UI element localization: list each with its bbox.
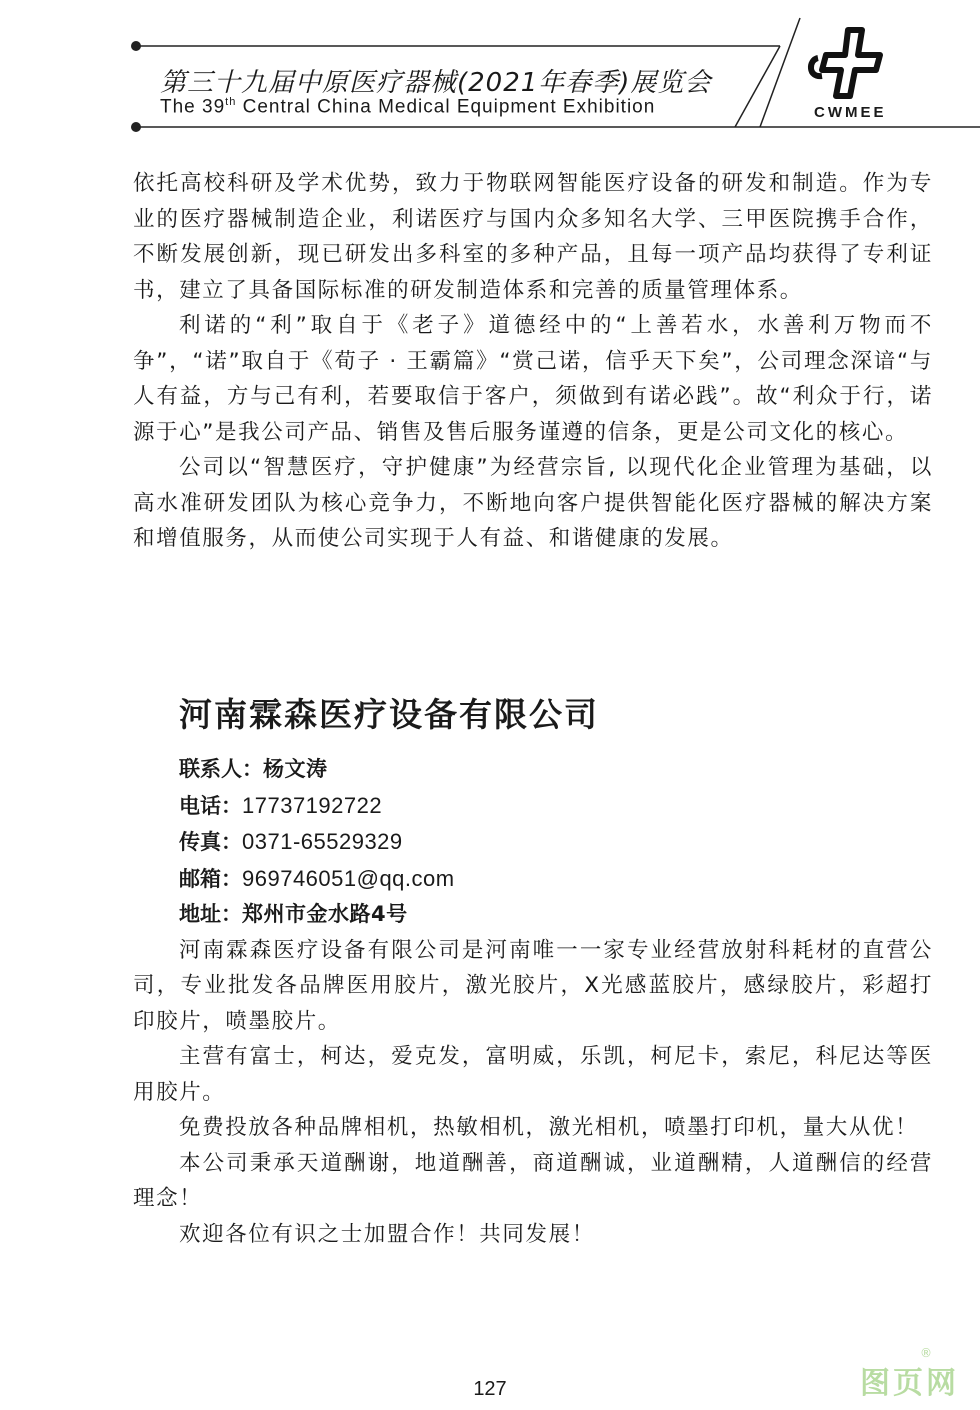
company-section xyxy=(133,690,933,1252)
fax-value: 0371-65529329 xyxy=(242,829,403,854)
watermark-logo xyxy=(860,1346,959,1402)
page-number: 127 xyxy=(473,1378,507,1400)
email-label: 邮箱： xyxy=(179,866,242,891)
intro-paragraph: 依托高校科研及学术优势，致力于物联网智能医疗设备的研发和制造。作为专业的医疗器械制造企业，利诺医疗与国内众多知名大学、三甲医院携手合作，不断发展创新，现已研发出多科室的多种产品，且每一项产品均获得了专利证书，建立了具备国际标准的研发制造体系和完善的质量管理体系。 xyxy=(133,171,933,303)
logo-text: CWMEE xyxy=(814,104,887,121)
exhibition-title-en xyxy=(160,96,655,118)
address-row xyxy=(179,897,933,933)
company-paragraph: 欢迎各位有识之士加盟合作！共同发展！ xyxy=(179,1221,595,1247)
phone-row xyxy=(179,788,933,825)
email-value: 969746051@qq.com xyxy=(242,865,455,891)
cwmee-cross-logo-icon xyxy=(811,30,880,96)
intro-paragraph: 利诺的“利”取自于《老子》道德经中的“上善若水，水善利万物而不争”，“诺”取自于《荀子 · 王霸篇》“赏己诺，信乎天下矣”，公司理念深谙“与人有益，方与己有利，若要取信于客户，须做到有诺必践”。故“利众于行，诺源于心”是我公司产品、销售及售后服务谨遵的信条，更是公司文化的核心。 xyxy=(133,313,933,445)
fax-label: 传真： xyxy=(179,830,242,854)
exhibition-title-cn: 第三十九届中原医疗器械(2021年春季)展览会 xyxy=(160,68,712,98)
ordinal-suffix: th xyxy=(225,96,237,108)
address-label: 地址： xyxy=(179,902,242,926)
email-row xyxy=(179,861,933,898)
address-value: 郑州市金水路4号 xyxy=(242,902,408,926)
exhibition-title-en-rest: Central China Medical Equipment Exhibition xyxy=(236,96,656,118)
watermark-text: 图页网 xyxy=(860,1366,959,1401)
company-name: 河南霖森医疗设备有限公司 xyxy=(179,695,599,734)
intro-section xyxy=(133,166,933,557)
contact-person-label: 联系人： xyxy=(179,757,263,781)
phone-value: 17737192722 xyxy=(242,792,383,818)
contact-person-value: 杨文涛 xyxy=(263,757,328,781)
company-paragraph: 主营有富士，柯达，爱克发，富明威，乐凯，柯尼卡，索尼，科尼达等医用胶片。 xyxy=(133,1044,933,1105)
company-paragraph: 河南霖森医疗设备有限公司是河南唯一一家专业经营放射科耗材的直营公司，专业批发各品牌医用胶片，激光胶片，X光感蓝胶片，感绿胶片，彩超打印胶片，喷墨胶片。 xyxy=(133,937,933,1034)
contact-block xyxy=(179,752,933,933)
contact-person-row xyxy=(179,752,933,788)
intro-paragraph: 公司以“智慧医疗，守护健康”为经营宗旨, 以现代化企业管理为基础，以高水准研发团队为核心竞争力，不断地向客户提供智能化医疗器械的解决方案和增值服务，从而使公司实现于人有益、和谐健康的发展。 xyxy=(133,455,933,551)
company-paragraph: 本公司秉承天道酬谢，地道酬善，商道酬诚，业道酬精，人道酬信的经营理念！ xyxy=(133,1150,933,1211)
fax-row xyxy=(179,824,933,861)
page-header xyxy=(0,0,980,140)
exhibition-title-en-start: The 39 xyxy=(160,96,226,118)
company-paragraph: 免费投放各种品牌相机，热敏相机，激光相机，喷墨打印机，量大从优！ xyxy=(179,1115,919,1140)
phone-label: 电话： xyxy=(179,793,242,818)
company-description xyxy=(133,933,933,1253)
registered-mark: ® xyxy=(920,1346,932,1360)
